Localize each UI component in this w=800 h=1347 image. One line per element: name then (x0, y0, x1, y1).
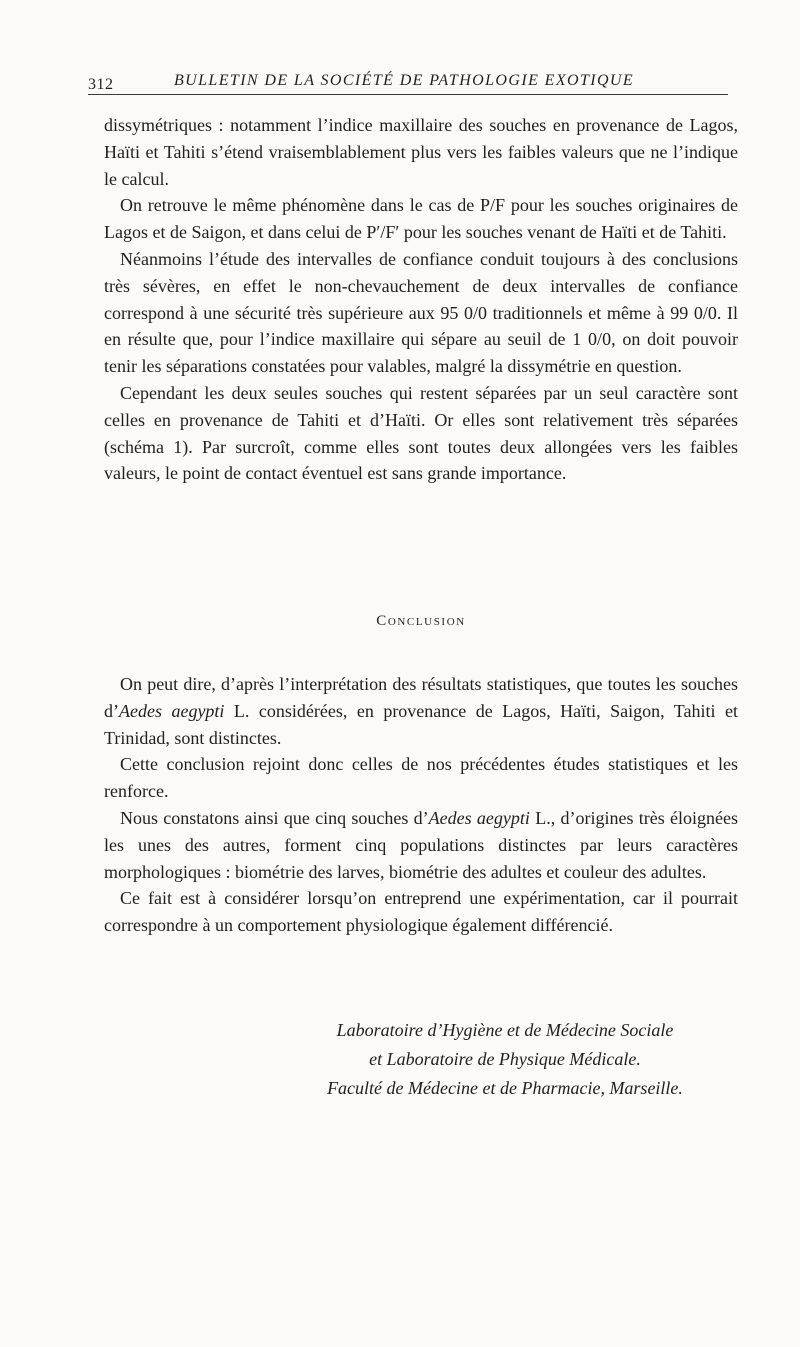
conclusion-paragraph-1 (104, 671, 738, 751)
conclusion-paragraph-2: Cette conclusion rejoint donc celles de nos précédentes études statistiques et les renforce. (104, 754, 738, 802)
page-header (88, 64, 728, 95)
body-text (104, 112, 738, 487)
paragraph-4: Cependant les deux seules souches qui restent séparées par un seul caractère sont celles en provenance de Tahiti et d’Haïti. Or elles sont relativement très séparées (schéma 1). Par surcroît, comme elles sont toutes deux allongées vers les faibles valeurs, le point de contact éventuel est sans grande importance. (104, 382, 738, 484)
affiliation-line-2: et Laboratoire de Physique Médicale. (369, 1049, 641, 1069)
running-title: BULLETIN DE LA SOCIÉTÉ DE PATHOLOGIE EXOTIQUE (174, 72, 635, 89)
conclusion-p3-text-b: L., d’origines très éloignées les unes des autres, forment cinq populations distinctes par leurs caractères morphologiques : biométrie des larves, biométrie des adultes et couleur des adultes. (104, 807, 739, 882)
paragraph-continued: dissymétriques : notamment l’indice maxillaire des souches en provenance de Lagos, Haïti et Tahiti s’étend vraisemblablement plus vers les faibles valeurs que ne l’indique le calcul. (104, 115, 738, 189)
paragraph-3: Néanmoins l’étude des intervalles de confiance conduit toujours à des conclusions très sévères, en effet le non-chevauchement de deux intervalles de confiance correspond à une sécurité très supérieure aux 95 0/0 traditionnels et même à 99 0/0. Il en résulte que, pour l’indice maxillaire qui sépare au seuil de 1 0/0, on doit pouvoir tenir les séparations constatées pour valables, malgré la dissymétrie en question. (104, 248, 738, 377)
paragraph-2: On retrouve le même phénomène dans le cas de P/F pour les souches originaires de Lagos et de Saigon, et dans celui de P′/F′ pour les souches venant de Haïti et de Tahiti. (104, 195, 738, 243)
species-name: Aedes aegypti (428, 807, 530, 828)
conclusion-p1-text-a: On peut dire, d’après l’interprétation des résultats statistiques, que toutes les souches d’ (104, 674, 738, 721)
conclusion-text (104, 671, 738, 939)
affiliation-block (270, 1016, 740, 1103)
conclusion-paragraph-3 (104, 805, 738, 885)
conclusion-p1-text-b: L. considérées, en provenance de Lagos, Haïti, Saigon, Tahiti et Trinidad, sont distinctes. (104, 700, 739, 748)
conclusion-paragraph-4: Ce fait est à considérer lorsqu’on entreprend une expérimentation, car il pourrait correspondre à un comportement physiologique également différencié. (104, 888, 738, 936)
page-number: 312 (88, 76, 114, 93)
conclusion-p3-text-a: Nous constatons ainsi que cinq souches d’ (120, 807, 429, 828)
section-heading-conclusion: Conclusion (376, 613, 466, 629)
species-name: Aedes aegypti (119, 700, 225, 721)
affiliation-line-1: Laboratoire d’Hygiène et de Médecine Sociale (336, 1020, 674, 1040)
affiliation-line-3: Faculté de Médecine et de Pharmacie, Marseille. (327, 1078, 683, 1098)
